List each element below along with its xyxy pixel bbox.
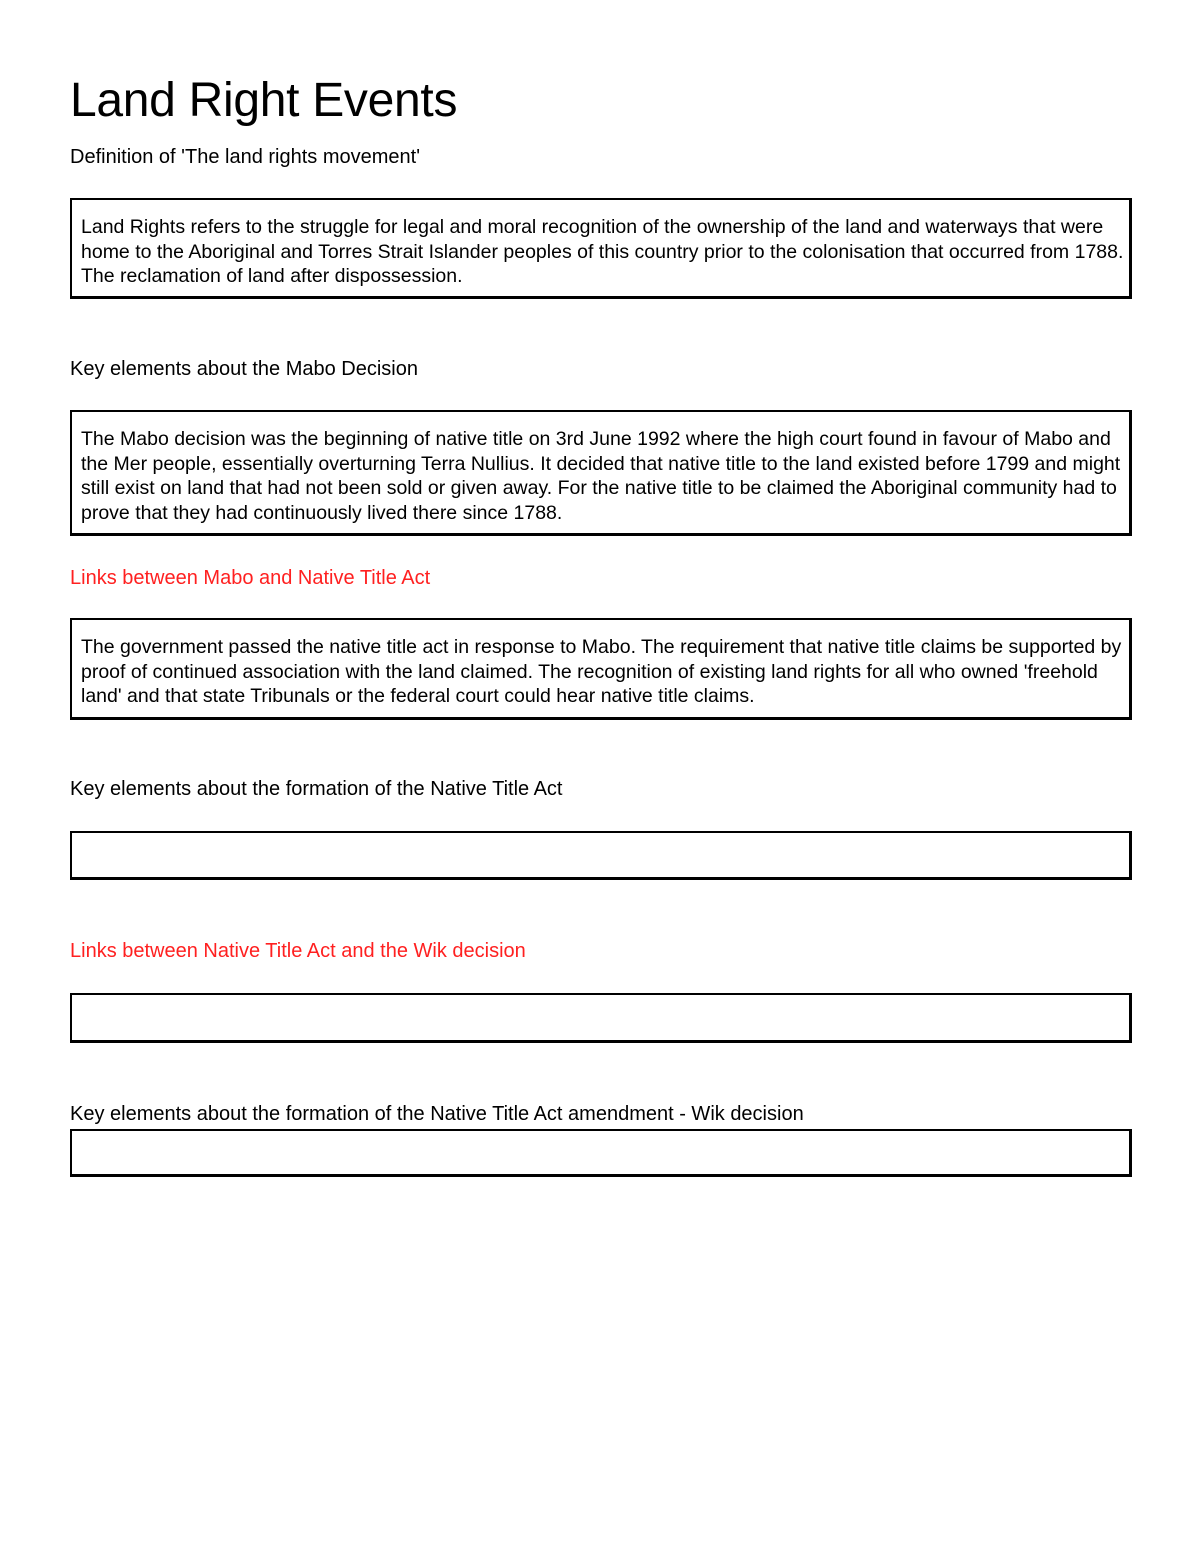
answer-box-native-title-amendment-wik[interactable] — [70, 1129, 1132, 1177]
section-label-mabo-decision: Key elements about the Mabo Decision — [70, 358, 418, 380]
answer-box-native-title-wik-links[interactable] — [70, 993, 1132, 1043]
section-label-mabo-native-title-links: Links between Mabo and Native Title Act — [70, 567, 431, 589]
answer-text: The government passed the native title act in response to Mabo. The requirement that native title claims be supported by proof of continued association with the land claimed. The recognition of existing land rights for all who owned 'freehold land' and that state Tribunals or the federal court could hear native title claims. — [81, 636, 1122, 708]
answer-box-native-title-act-formation[interactable] — [70, 831, 1132, 880]
answer-text: Land Rights refers to the struggle for legal and moral recognition of the ownership of the land and waterways that were home to the Aboriginal and Torres Strait Islander peoples of this country prior to the colonisation that occurred from 1788. The reclamation of land after dispossession. — [81, 216, 1124, 288]
section-label-land-rights-definition: Definition of 'The land rights movement' — [70, 146, 421, 168]
section-label-native-title-act-formation: Key elements about the formation of the Native Title Act — [70, 778, 563, 800]
section-label-native-title-amendment-wik: Key elements about the formation of the Native Title Act amendment - Wik decision — [70, 1103, 804, 1125]
page-title: Land Right Events — [70, 74, 458, 127]
answer-box-land-rights-definition[interactable] — [70, 198, 1132, 299]
section-label-native-title-wik-links: Links between Native Title Act and the Wik decision — [70, 940, 526, 962]
answer-box-mabo-native-title-links[interactable] — [70, 618, 1132, 720]
answer-box-mabo-decision[interactable] — [70, 410, 1132, 536]
answer-text: The Mabo decision was the beginning of native title on 3rd June 1992 where the high court found in favour of Mabo and the Mer people, essentially overturning Terra Nullius. It decided that native title to the land existed before 1799 and might still exist on land that had not been sold or given away. For the native title to be claimed the Aboriginal community had to prove that they had continuously lived there since 1788. — [81, 428, 1121, 524]
